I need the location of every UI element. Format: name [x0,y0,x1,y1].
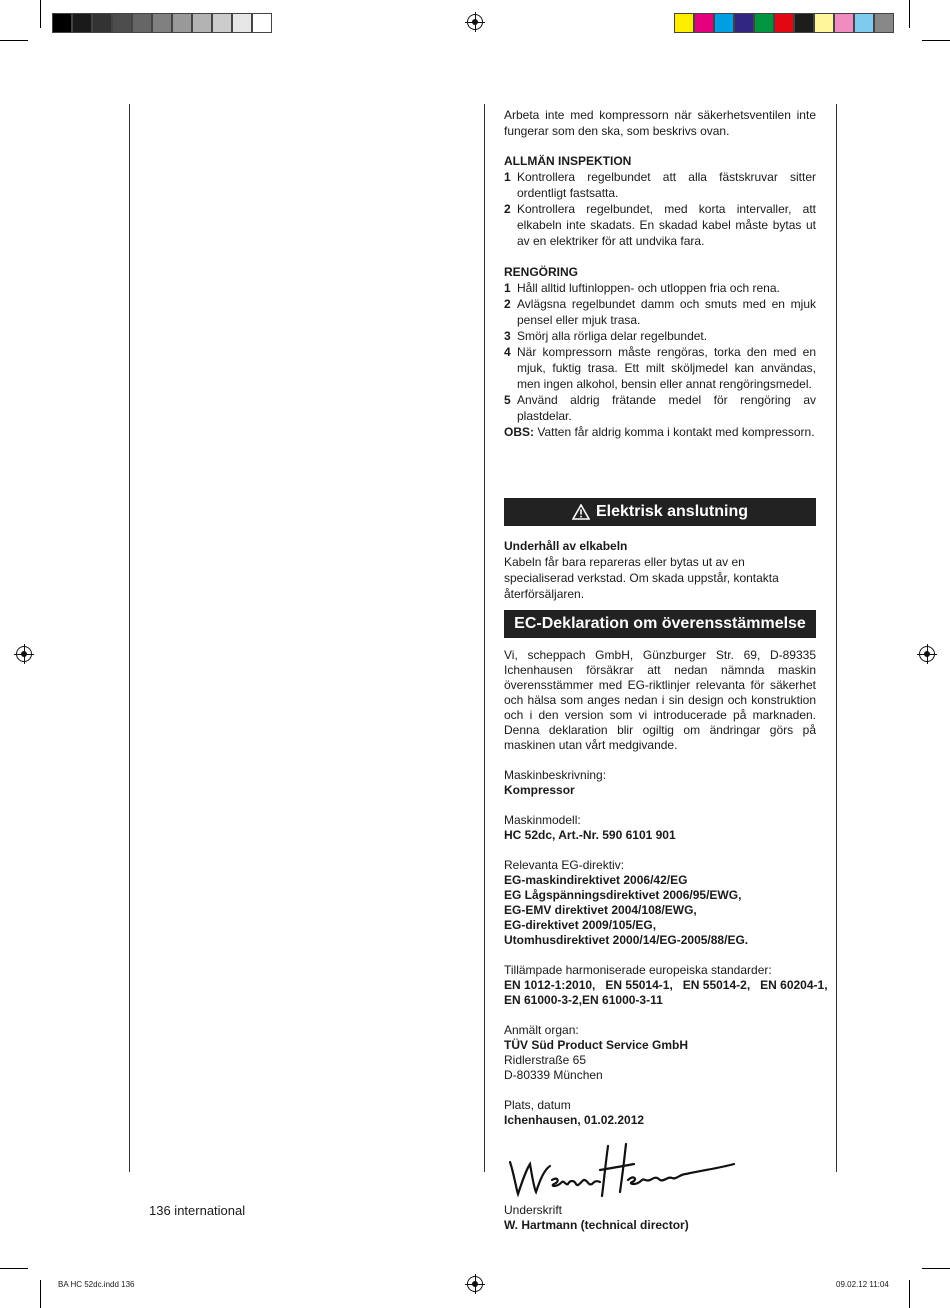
ec-declaration-section [504,648,828,1128]
crop-mark [909,1280,910,1308]
standards-line: EN 61000-3-2,EN 61000-3-11 [504,993,663,1007]
registration-mark-icon [467,14,483,30]
column-rule [836,104,837,1172]
color-swatch [72,13,92,33]
directive-item: EG-direktivet 2009/105/EG, [504,918,657,932]
machine-model-value: HC 52dc, Art.-Nr. 590 6101 901 [504,828,676,842]
machine-description-value: Kompressor [504,783,575,797]
place-date-label: Plats, datum [504,1098,571,1112]
machine-model-label: Maskinmodell: [504,813,581,827]
color-swatch [172,13,192,33]
color-swatch [794,13,814,33]
process-color-bar [674,13,894,33]
electrical-connection-banner: Elektrisk anslutning [504,498,816,526]
cable-paragraph: Kabeln får bara repareras eller bytas ut av en specialiserad verkstad. Om skada uppstår, kontakta återförsäljaren. [504,555,779,601]
color-swatch [774,13,794,33]
ec-declaration-banner: EC-Deklaration om överensstämmelse [504,610,816,638]
date-slug: 09.02.12 11:04 [836,1280,889,1289]
cable-maintenance-heading: Underhåll av elkabeln [504,539,628,553]
list-item: 3 Smörj alla rörliga delar regelbundet. [504,329,708,343]
registration-mark-icon [16,646,32,662]
directive-item: EG Lågspänningsdirektivet 2006/95/EWG, [504,888,742,902]
cleaning-heading: RENGÖRING [504,265,579,279]
color-swatch [192,13,212,33]
color-swatch [874,13,894,33]
standards-line: EN 1012-1:2010, EN 55014-1, EN 55014-2, EN 60204-1, [504,978,828,992]
file-slug: BA HC 52dc.indd 136 [58,1280,135,1289]
column-rule [129,104,130,1172]
list-item: 4 När kompressorn måste rengöras, torka den med en mjuk, fuktig trasa. Ett milt sköljmedel kan användas, men ingen alkohol, bensin eller annat rengöringsmedel. [504,345,816,391]
grayscale-color-bar [52,13,272,33]
color-swatch [152,13,172,33]
column-rule [484,104,485,1172]
machine-description-label: Maskinbeskrivning: [504,768,607,782]
page-number: 136 international [149,1203,246,1218]
list-item: 1 Kontrollera regelbundet att alla fästskruvar sitter ordentligt fastsatta. [504,170,816,200]
color-swatch [112,13,132,33]
list-item: 1 Håll alltid luftinloppen- och utloppen fria och rena. [504,281,780,295]
directive-item: EG-EMV direktivet 2004/108/EWG, [504,903,697,917]
color-swatch [714,13,734,33]
intro-paragraph: Arbeta inte med kompressorn när säkerhetsventilen inte fungerar som den ska, som beskrivs ovan. [504,108,816,138]
maintenance-section [504,107,816,440]
signature-label: Underskrift [504,1203,563,1217]
crop-mark [0,40,28,41]
note: OBS: Vatten får aldrig komma i kontakt med kompressorn. [504,425,815,439]
registration-mark-icon [919,646,935,662]
declaration-paragraph: Vi, scheppach GmbH, Günzburger Str. 69, D-89335 Ichenhausen försäkrar att nedan nämnda maskin överensstämmer med EG-riktlinjer relevanta för säkerhet och hälsa som anges nedan i sin design och konstruktion och i den version som vi introducerade på marknaden. Denna deklaration blir ogiltig om ändringar görs på maskinen utan vårt medgivande. [504,648,816,752]
electrical-section [504,538,816,602]
color-swatch [694,13,714,33]
color-swatch [212,13,232,33]
standards-label: Tillämpade harmoniserade europeiska standarder: [504,963,772,977]
signatory-name: W. Hartmann (technical director) [504,1218,689,1232]
color-swatch [232,13,252,33]
color-swatch [52,13,72,33]
signature-block [504,1203,816,1233]
color-swatch [92,13,112,33]
color-swatch [834,13,854,33]
color-swatch [252,13,272,33]
inspection-heading: ALLMÄN INSPEKTION [504,154,632,168]
color-swatch [674,13,694,33]
crop-mark [922,40,950,41]
list-item: 2 Kontrollera regelbundet, med korta intervaller, att elkabeln inte skadats. En skadad kabel måste bytas ut av en elektriker för att undvika fara. [504,202,816,248]
directive-item: Utomhusdirektivet 2000/14/EG-2005/88/EG. [504,933,749,947]
directives-label: Relevanta EG-direktiv: [504,858,625,872]
crop-mark [0,1268,28,1269]
notified-body-city: D-80339 München [504,1068,603,1082]
color-swatch [734,13,754,33]
warning-triangle-icon [572,504,590,520]
color-swatch [132,13,152,33]
signature-image [504,1140,740,1202]
crop-mark [40,0,41,28]
registration-mark-icon [467,1276,483,1292]
notified-body-label: Anmält organ: [504,1023,579,1037]
color-swatch [754,13,774,33]
color-swatch [854,13,874,33]
list-item: 5 Använd aldrig frätande medel för rengöring av plastdelar. [504,393,816,423]
crop-mark [909,0,910,28]
directive-item: EG-maskindirektivet 2006/42/EG [504,873,688,887]
place-date-value: Ichenhausen, 01.02.2012 [504,1113,645,1127]
crop-mark [40,1280,41,1308]
notified-body-street: Ridlerstraße 65 [504,1053,587,1067]
crop-mark [922,1268,950,1269]
list-item: 2 Avlägsna regelbundet damm och smuts med en mjuk pensel eller mjuk trasa. [504,297,816,327]
notified-body-name: TÜV Süd Product Service GmbH [504,1038,689,1052]
color-swatch [814,13,834,33]
